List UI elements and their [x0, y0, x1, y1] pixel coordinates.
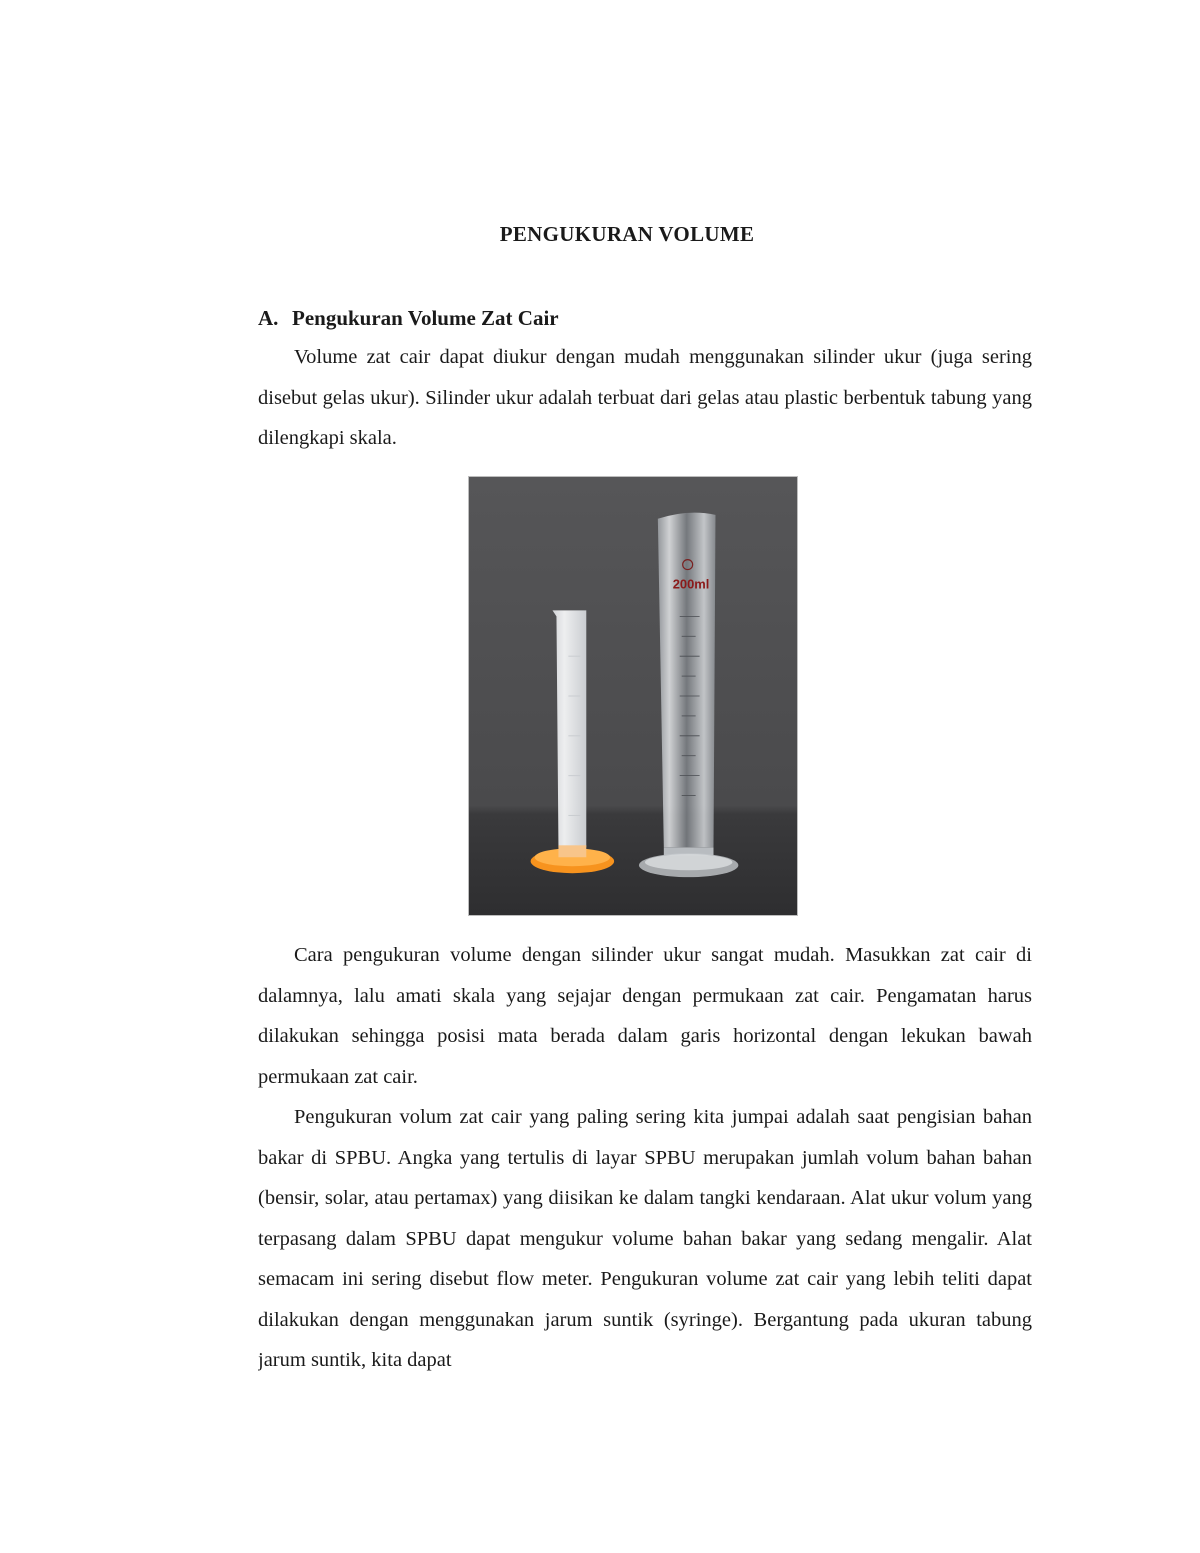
section-number: A.	[258, 306, 279, 330]
measuring-cylinders-photo	[468, 476, 798, 916]
page-title: PENGUKURAN VOLUME	[499, 222, 755, 246]
section-heading-text: Pengukuran Volume Zat Cair	[292, 306, 559, 330]
paragraph-flow-meter: Pengukuran volum zat cair yang paling sering kita jumpai adalah saat pengisian bahan bakar di SPBU. Angka yang tertulis di layar SPBU merupakan jumlah volum bahan bahan (bensir, solar, atau pertamax) yang diisikan ke dalam tangki kendaraan. Alat ukur volum yang terpasang dalam SPBU dapat mengukur volume bahan bakar yang sedang mengalir. Alat semacam ini sering disebut flow meter. Pengukuran volume zat cair yang lebih teliti dapat dilakukan dengan menggunakan jarum suntik (syringe). Bergantung pada ukuran tabung jarum suntik, kita dapat	[258, 1106, 1032, 1371]
section-heading	[258, 306, 559, 331]
paragraph-intro: Volume zat cair dapat diukur dengan mudah menggunakan silinder ukur (juga sering disebut gelas ukur). Silinder ukur adalah terbuat dari gelas atau plastic berbentuk tabung yang dilengkapi skala.	[258, 346, 1032, 449]
cylinder-capacity-label: 200ml	[672, 576, 710, 592]
measuring-cylinders-illustration	[469, 477, 797, 915]
paragraph-procedure: Cara pengukuran volume dengan silinder ukur sangat mudah. Masukkan zat cair di dalamnya, lalu amati skala yang sejajar dengan permukaan zat cair. Pengamatan harus dilakukan sehingga posisi mata berada dalam garis horizontal dengan lekukan bawah permukaan zat cair.	[258, 944, 1032, 1088]
